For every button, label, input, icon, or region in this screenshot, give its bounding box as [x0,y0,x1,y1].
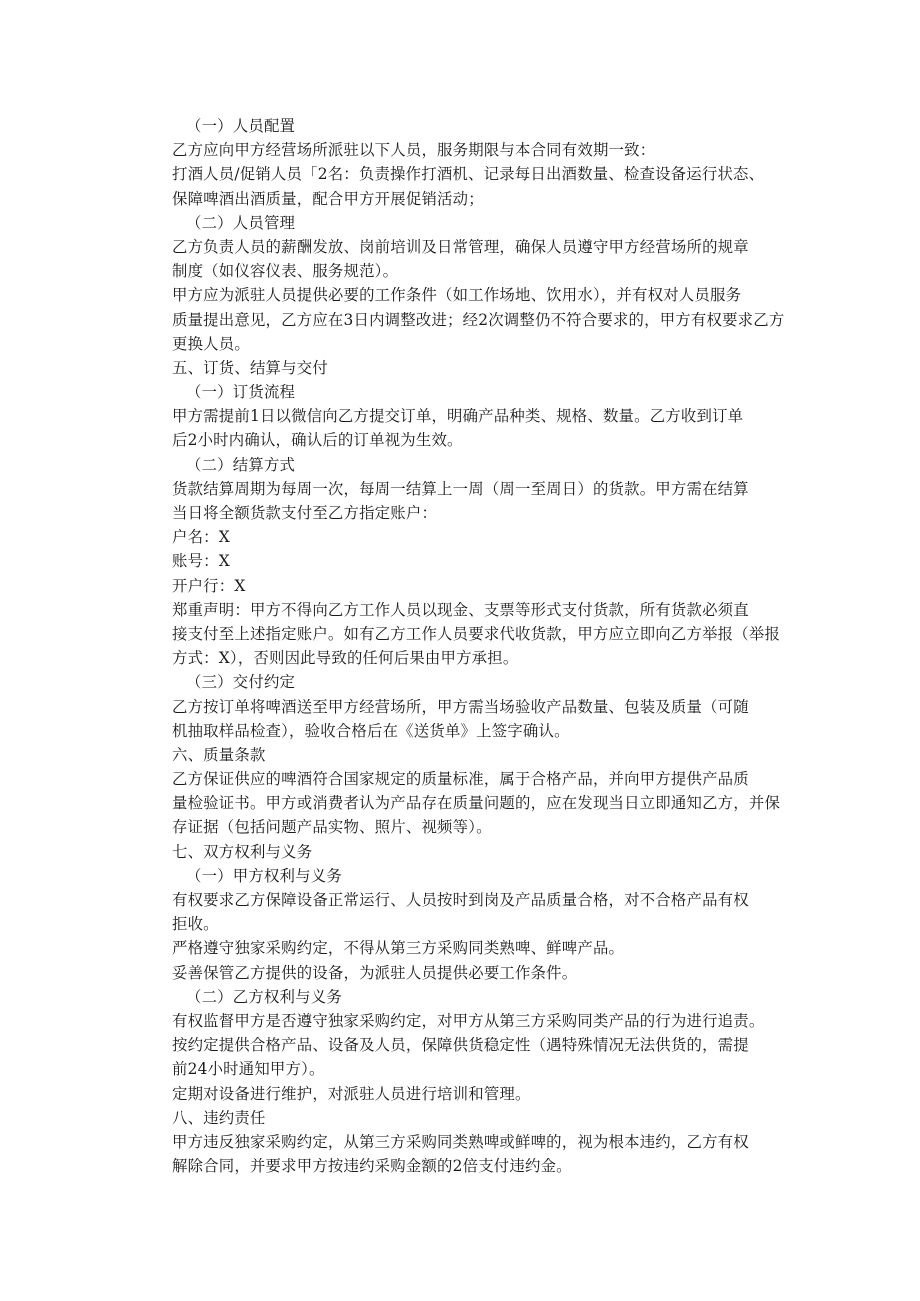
paragraph-line: 按约定提供合格产品、设备及人员，保障供货稳定性（遇特殊情况无法供货的，需提 [172,1036,749,1055]
subsection-heading: （二）人员管理 [186,213,296,232]
paragraph-line: 机抽取样品检查），验收合格后在《送货单》上签字确认。 [172,721,570,740]
paragraph-line: 方式：X），否则因此导致的任何后果由甲方承担。 [172,649,519,668]
subsection-heading: （一）人员配置 [186,117,296,135]
paragraph-line: 前24小时通知甲方）。 [172,1060,325,1079]
bank-line: 开户行：X [172,576,246,595]
paragraph-line: 拒收。 [172,915,219,934]
subsection-heading: （二）结算方式 [186,455,296,474]
paragraph-line: 货款结算周期为每周一次，每周一结算上一周（周一至周日）的货款。甲方需在结算 [172,479,749,498]
subsection-heading: （一）甲方权利与义务 [186,866,342,885]
paragraph-line: 量检验证书。甲方或消费者认为产品存在质量问题的，应在发现当日立即通知乙方，并保 [172,794,781,813]
paragraph-line: 乙方应向甲方经营场所派驻以下人员，服务期限与本合同有效期一致： [172,141,656,160]
subsection-heading: （二）乙方权利与义务 [186,987,342,1006]
paragraph-line: 制度（如仪容仪表、服务规范）。 [172,262,399,281]
paragraph-line: 有权监督甲方是否遵守独家采购约定，对甲方从第三方采购同类产品的行为进行追责。 [172,1011,765,1030]
paragraph-line: 打酒人员/促销人员「2名：负责操作打酒机、记录每日出酒数量、检查设备运行状态、 [172,165,765,184]
section-heading: 八、违约责任 [172,1108,266,1127]
paragraph-line: 质量提出意见，乙方应在3日内调整改进；经2次调整仍不符合要求的，甲方有权要求乙方 [172,310,785,329]
paragraph-line: 当日将全额货款支付至乙方指定账户： [172,504,438,522]
paragraph-line: 有权要求乙方保障设备正常运行、人员按时到岗及产品质量合格，对不合格产品有权 [172,891,749,909]
paragraph-line: 乙方负责人员的薪酬发放、岗前培训及日常管理，确保人员遵守甲方经营场所的规章 [172,237,749,256]
paragraph-line: 甲方违反独家采购约定，从第三方采购同类熟啤或鲜啤的，视为根本违约，乙方有权 [172,1132,749,1151]
paragraph-line: 严格遵守独家采购约定，不得从第三方采购同类熟啤、鲜啤产品。 [172,939,625,958]
section-heading: 七、双方权利与义务 [172,842,313,861]
subsection-heading: （三）交付约定 [186,673,296,692]
paragraph-line: 郑重声明：甲方不得向乙方工作人员以现金、支票等形式支付货款，所有货款必须直 [172,600,749,619]
paragraph-line: 更换人员。 [172,334,250,353]
paragraph-line: 乙方保证供应的啤酒符合国家规定的质量标准，属于合格产品，并向甲方提供产品质 [172,770,749,789]
paragraph-line: 妥善保管乙方提供的设备，为派驻人员提供必要工作条件。 [172,963,578,982]
paragraph-line: 存证据（包括问题产品实物、照片、视频等）。 [172,818,492,837]
paragraph-line: 甲方应为派驻人员提供必要的工作条件（如工作场地、饮用水），并有权对人员服务 [172,286,742,305]
section-heading: 六、质量条款 [172,745,266,764]
paragraph-line: 后2小时内确认，确认后的订单视为生效。 [172,431,463,450]
account-number-line: 账号：X [172,552,230,571]
paragraph-line: 接支付至上述指定账户。如有乙方工作人员要求代收货款，甲方应立即向乙方举报（举报 [172,624,781,643]
paragraph-line: 定期对设备进行维护，对派驻人员进行培训和管理。 [172,1084,531,1103]
paragraph-line: 保障啤酒出酒质量，配合甲方开展促销活动； [172,189,484,208]
paragraph-line: 解除合同，并要求甲方按违约采购金额的2倍支付违约金。 [172,1157,572,1176]
account-name-line: 户名：X [172,528,230,547]
subsection-heading: （一）订货流程 [186,383,296,402]
section-heading: 五、订货、结算与交付 [172,358,328,377]
document-page [172,114,804,1178]
paragraph-line: 乙方按订单将啤酒送至甲方经营场所，甲方需当场验收产品数量、包装及质量（可随 [172,697,749,716]
paragraph-line: 甲方需提前1日以微信向乙方提交订单，明确产品种类、规格、数量。乙方收到订单 [172,407,744,426]
